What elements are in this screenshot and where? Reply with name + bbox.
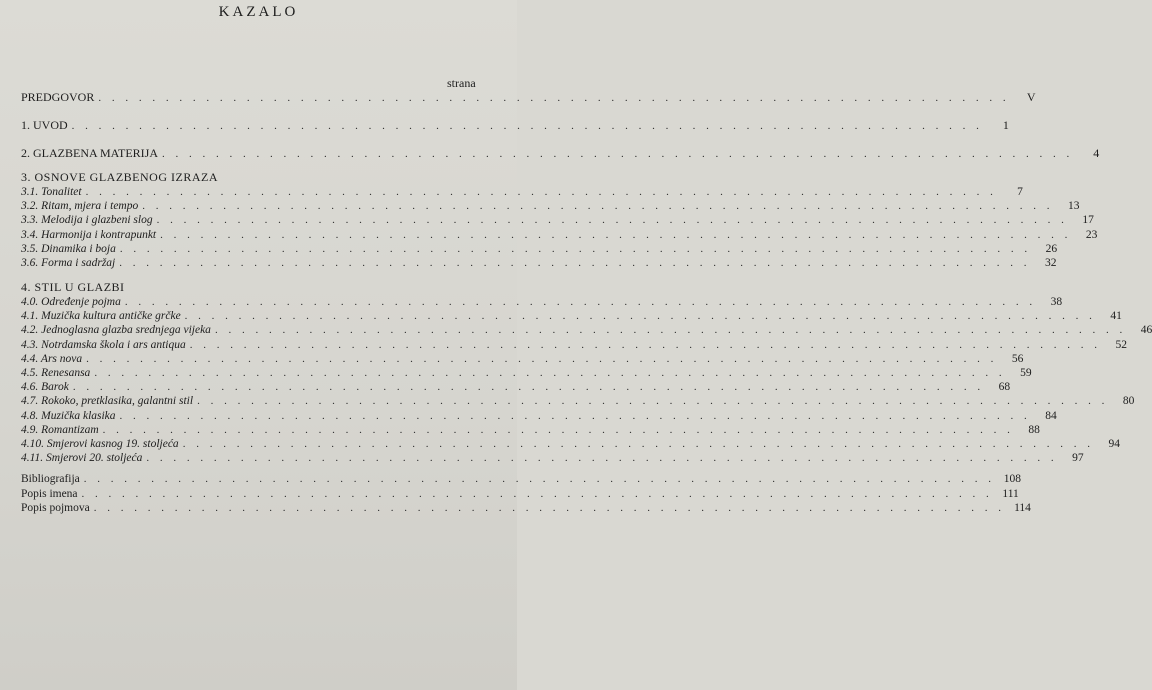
toc-entry-number: 3.4. (21, 228, 42, 241)
toc-entry (21, 242, 1058, 257)
toc-page-number: V (1026, 90, 1036, 104)
toc-entry-label (21, 488, 82, 500)
toc-entry-label (21, 310, 185, 322)
toc-entry (21, 452, 1084, 466)
toc-entry-label (21, 186, 86, 198)
toc-entry-text: Jednoglasna glazba srednjega vijeka (41, 324, 211, 337)
toc-entry-label: 2. GLAZBENA MATERIJA (21, 146, 158, 160)
toc-entry-number: 4.11. (21, 452, 47, 465)
leader-dots: . . . . . . . . . . . . . . . . . . . . . . . . . . . . . . . . . . . . . . . . . . . . . . . . . . . . . . . . . . . . . . . . . . . . (72, 381, 985, 394)
leader-dots: . . . . . . . . . . . . . . . . . . . . . . . . . . . . . . . . . . . . . . . . . . . . . . . . . . . . . . . . . . . . . . . . . . . . (146, 452, 1058, 465)
toc-entry (21, 296, 1063, 310)
leader-dots: . . . . . . . . . . . . . . . . . . . . . . . . . . . . . . . . . . . . . . . . . . . . . . . . . . . . . . . . . . . . . . . . . . . . (197, 395, 1109, 408)
toc-entry-label (21, 452, 146, 464)
toc-page-number: 26 (1045, 242, 1058, 255)
toc-page-number: 97 (1072, 452, 1084, 465)
toc-entry-glazbena-materija (21, 146, 1100, 160)
strana-column-label: strana (447, 76, 476, 90)
toc-entry-label: PREDGOVOR (21, 90, 95, 104)
toc-page-number: 46 (1140, 324, 1152, 337)
toc-entry-text: Dinamika i boja (41, 242, 116, 255)
toc-page-number: 23 (1085, 228, 1098, 241)
leader-dots: . . . . . . . . . . . . . . . . . . . . . . . . . . . . . . . . . . . . . . . . . . . . . . . . . . . . . . . . . . . . . . . . . . . . (94, 367, 1006, 379)
toc-entry (21, 487, 1019, 502)
toc-entry-predgovor (21, 90, 1036, 104)
leader-dots: . . . . . . . . . . . . . . . . . . . . . . . . . . . . . . . . . . . . . . . . . . . . . . . . . . . . . . . . . . . . . . . . . . . . (85, 186, 997, 198)
toc-entry-number: 4.8. (21, 409, 42, 422)
toc-entry (21, 502, 1031, 516)
toc-entry-text: Forma i sadržaj (41, 257, 116, 269)
toc-page-number: 52 (1115, 338, 1127, 351)
toc-entry-number: 3.1. (21, 186, 42, 198)
toc-page-number: 38 (1050, 296, 1063, 308)
toc-page-number: 13 (1067, 200, 1080, 213)
toc-entry-text: Ritam, mjera i tempo (41, 200, 139, 213)
toc-entry-label (21, 200, 142, 212)
toc-entry-label (21, 229, 160, 241)
toc-entry-text: Barok (41, 381, 69, 394)
toc-page-number: 7 (1017, 186, 1023, 198)
toc-entry (21, 381, 1011, 395)
toc-entry-text: Renesansa (41, 367, 91, 379)
toc-entry-label (21, 353, 86, 365)
toc-entry-number: 4.3. (21, 338, 42, 351)
toc-page-number: 1 (1002, 118, 1009, 132)
leader-dots: . . . . . . . . . . . . . . . . . . . . . . . . . . . . . . . . . . . . . . . . . . . . . . . . . . . . . . . . . . . . . . . . . . . . (160, 228, 1072, 241)
leader-dots: . . . . . . . . . . . . . . . . . . . . . . . . . . . . . . . . . . . . . . . . . . . . . . . . . . . . . . . . . . . . . . . . . . . . (93, 502, 1005, 514)
toc-entry-text: Muzička klasika (41, 409, 116, 422)
toc-entry-text: Rokoko, pretklasika, galantni stil (41, 395, 194, 408)
toc-page-number: 88 (1028, 423, 1040, 436)
toc-page-number: 68 (998, 381, 1011, 394)
toc-entry (21, 473, 1022, 487)
toc-entry-label (21, 339, 190, 351)
toc-entry-label (21, 395, 197, 407)
toc-page-number: 108 (1003, 473, 1022, 485)
toc-entry-label (21, 502, 94, 514)
toc-entry (21, 200, 1080, 214)
toc-entry-text: Melodija i glazbeni slog (41, 214, 153, 227)
leader-dots: . . . . . . . . . . . . . . . . . . . . . . . . . . . . . . . . . . . . . . . . . . . . . . . . . . . . . . . . . . . . . . . . . . . . (119, 257, 1031, 269)
toc-page-number: 111 (1002, 487, 1019, 500)
toc-entry-number: 4.7. (21, 395, 42, 408)
toc-entry-number: 3.5. (21, 242, 42, 255)
toc-entry-label (21, 410, 120, 422)
leader-dots: . . . . . . . . . . . . . . . . . . . . . . . . . . . . . . . . . . . . . . . . . . . . . . . . . . . . . . . . . . . . . . . . . . . . (162, 148, 1074, 160)
toc-entry (21, 423, 1040, 438)
toc-page-number: 32 (1045, 257, 1057, 269)
toc-entry-number: 3.2. (21, 200, 42, 213)
toc-entry-text: Ars nova (40, 352, 83, 365)
leader-dots: . . . . . . . . . . . . . . . . . . . . . . . . . . . . . . . . . . . . . . . . . . . . . . . . . . . . . . . . . . . . . . . . . . . . (124, 296, 1037, 308)
toc-entry-label (21, 424, 103, 436)
toc-entry-label (21, 473, 84, 485)
toc-entry (21, 310, 1122, 324)
toc-entry-text: Popis imena (21, 487, 78, 500)
toc-entry-label (21, 381, 73, 393)
toc-entry-uvod (21, 118, 1009, 132)
toc-entry-number: 4.2. (21, 324, 42, 337)
leader-dots: . . . . . . . . . . . . . . . . . . . . . . . . . . . . . . . . . . . . . . . . . . . . . . . . . . . . . . . . . . . . . . . . . . . . (189, 338, 1101, 351)
toc-page-number: 94 (1108, 438, 1120, 450)
toc-entry-number: 4.5. (21, 367, 42, 379)
section-heading-4: 4. STIL U GLAZBI (21, 280, 125, 294)
toc-entry-number: 4.4. (21, 352, 41, 365)
leader-dots: . . . . . . . . . . . . . . . . . . . . . . . . . . . . . . . . . . . . . . . . . . . . . . . . . . . . . . . . . . . . . . . . . . . . (86, 352, 998, 365)
toc-entry (21, 352, 1024, 367)
toc-entry (21, 338, 1127, 353)
toc-entry (21, 324, 1152, 338)
toc-entry (21, 438, 1120, 452)
leader-dots: . . . . . . . . . . . . . . . . . . . . . . . . . . . . . . . . . . . . . . . . . . . . . . . . . . . . . . . . . . . . . . . . . . . . (102, 423, 1014, 436)
toc-entry-number: 4.6. (21, 381, 42, 394)
toc-entry (21, 186, 1023, 200)
toc-entry-text: Romantizam (41, 423, 99, 436)
toc-entry (21, 367, 1032, 381)
toc-entry-label (21, 438, 183, 450)
toc-entry-text: Smjerovi 20. stoljeća (46, 452, 143, 465)
toc-entry-number: 4.9. (21, 423, 42, 436)
toc-entry-label: 1. UVOD (21, 118, 68, 132)
toc-entry-number: 4.10. (21, 438, 47, 450)
page-title: KAZALO (218, 4, 299, 20)
toc-page-number: 80 (1122, 395, 1135, 408)
toc-entry (21, 409, 1057, 424)
leader-dots: . . . . . . . . . . . . . . . . . . . . . . . . . . . . . . . . . . . . . . . . . . . . . . . . . . . . . . . . . . . . . . . . . . . . (182, 438, 1094, 450)
toc-entry-text: Harmonija i kontrapunkt (41, 228, 157, 241)
toc-entry (21, 257, 1057, 271)
leader-dots: . . . . . . . . . . . . . . . . . . . . . . . . . . . . . . . . . . . . . . . . . . . . . . . . . . . . . . . . . . . . . . . . . . . . (83, 473, 996, 485)
toc-page-number: 17 (1082, 214, 1094, 227)
leader-dots: . . . . . . . . . . . . . . . . . . . . . . . . . . . . . . . . . . . . . . . . . . . . . . . . . . . . . . . . . . . . . . . . . . . . (71, 120, 983, 132)
toc-entry-text: Muzička kultura antičke grčke (41, 310, 181, 323)
toc-page-number: 4 (1093, 146, 1100, 160)
toc-entry-text: Određenje pojma (41, 296, 121, 308)
toc-entry-label (21, 296, 125, 308)
leader-dots: . . . . . . . . . . . . . . . . . . . . . . . . . . . . . . . . . . . . . . . . . . . . . . . . . . . . . . . . . . . . . . . . . . . . (119, 409, 1031, 422)
toc-page-number: 114 (1014, 502, 1031, 514)
toc-entry-text: Notrdamska škola i ars antiqua (41, 338, 186, 351)
leader-dots: . . . . . . . . . . . . . . . . . . . . . . . . . . . . . . . . . . . . . . . . . . . . . . . . . . . . . . . . . . . . . . . . . . . . (142, 200, 1054, 213)
leader-dots: . . . . . . . . . . . . . . . . . . . . . . . . . . . . . . . . . . . . . . . . . . . . . . . . . . . . . . . . . . . . . . . . . . . . (119, 242, 1032, 255)
toc-entry-label (21, 324, 215, 336)
toc-entry-number: 4.0. (21, 296, 42, 308)
toc-entry-number: 3.3. (21, 214, 42, 227)
toc-entry-number: 3.6. (21, 257, 42, 269)
toc-entry (21, 214, 1094, 228)
toc-page-number: 59 (1020, 367, 1032, 379)
leader-dots: . . . . . . . . . . . . . . . . . . . . . . . . . . . . . . . . . . . . . . . . . . . . . . . . . . . . . . . . . . . . . . . . . . . . (156, 214, 1068, 227)
toc-entry-label (21, 243, 120, 255)
toc-entry-text: Popis pojmova (21, 502, 90, 514)
toc-entry-text: Bibliografija (21, 473, 80, 485)
toc-entry-label (21, 367, 94, 379)
leader-dots: . . . . . . . . . . . . . . . . . . . . . . . . . . . . . . . . . . . . . . . . . . . . . . . . . . . . . . . . . . . . . . . . . . . . (81, 487, 993, 500)
toc-entry (21, 228, 1098, 243)
leader-dots: . . . . . . . . . . . . . . . . . . . . . . . . . . . . . . . . . . . . . . . . . . . . . . . . . . . . . . . . . . . . . . . . . . . . (184, 310, 1096, 323)
toc-entry-label (21, 257, 119, 269)
toc-page-number: 84 (1045, 409, 1057, 422)
toc-page-number: 41 (1110, 310, 1122, 323)
leader-dots: . . . . . . . . . . . . . . . . . . . . . . . . . . . . . . . . . . . . . . . . . . . . . . . . . . . . . . . . . . . . . . . . . . . . (214, 324, 1127, 337)
leader-dots: . . . . . . . . . . . . . . . . . . . . . . . . . . . . . . . . . . . . . . . . . . . . . . . . . . . . . . . . . . . . . . . . . . . . (98, 92, 1010, 104)
section-heading-3: 3. OSNOVE GLAZBENOG IZRAZA (21, 170, 218, 184)
toc-entry-text: Smjerovi kasnog 19. stoljeća (46, 438, 179, 450)
toc-entry-number: 4.1. (21, 310, 42, 323)
toc-entry-label (21, 214, 157, 226)
toc-page-number: 56 (1011, 352, 1024, 365)
toc-entry (21, 395, 1135, 409)
toc-entry-text: Tonalitet (41, 186, 82, 198)
